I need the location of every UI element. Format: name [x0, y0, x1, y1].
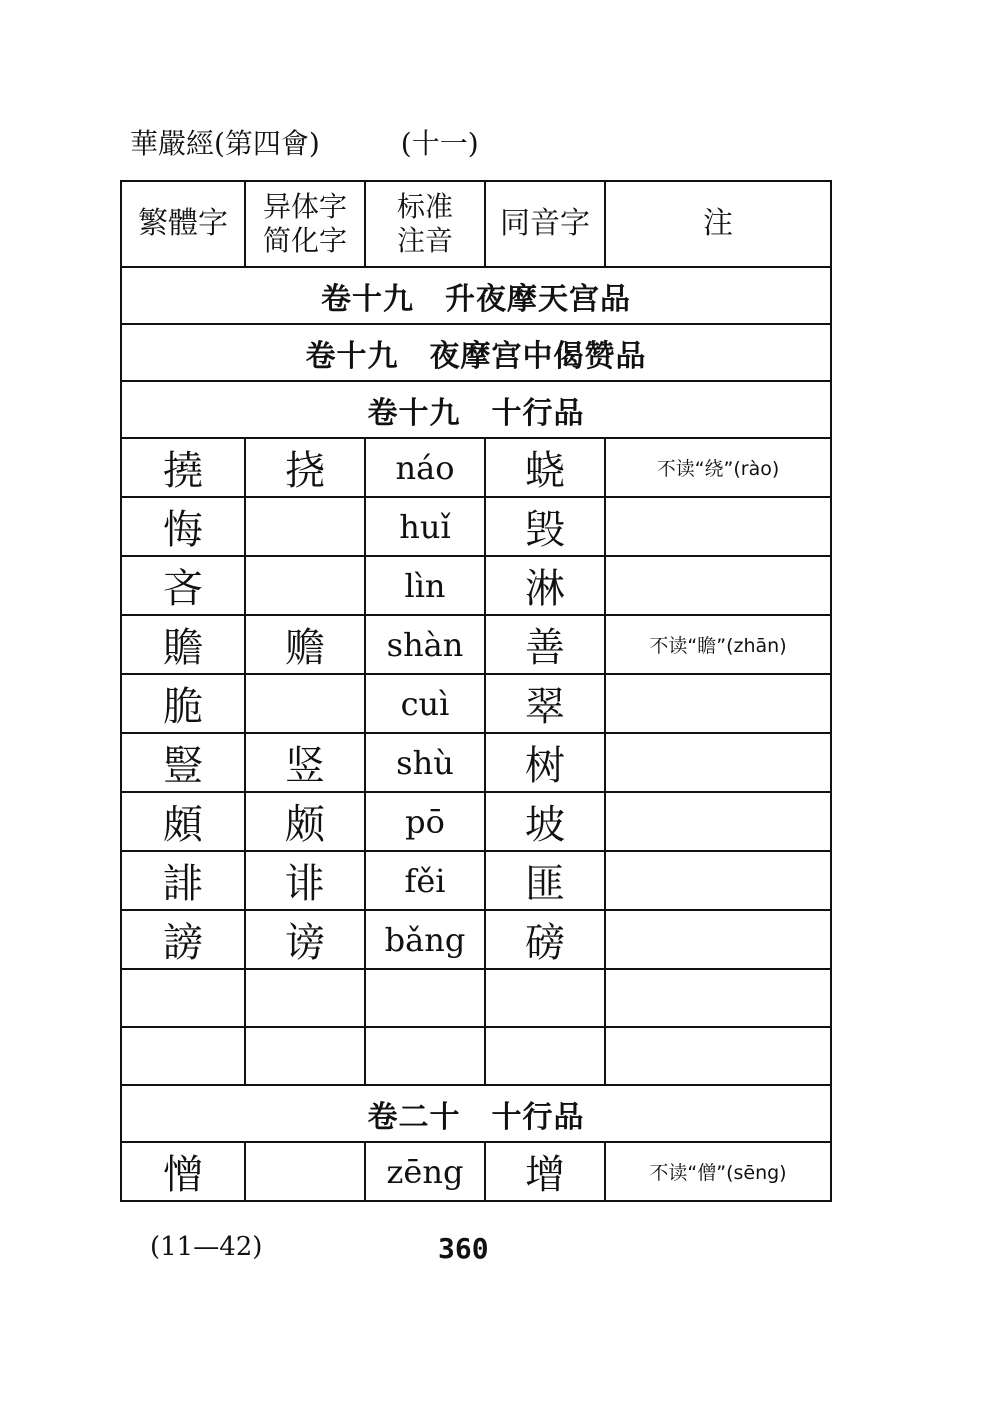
cell-note — [605, 851, 831, 910]
cell-variant: 赡 — [245, 615, 365, 674]
cell-homophone — [485, 1027, 605, 1085]
section-title: 卷十九 夜摩宫中偈赞品 — [121, 324, 831, 381]
cell-pinyin: zēng — [365, 1142, 485, 1201]
column-header-homophone: 同音字 — [485, 181, 605, 267]
cell-traditional: 吝 — [121, 556, 245, 615]
cell-variant — [245, 556, 365, 615]
cell-pinyin: fěi — [365, 851, 485, 910]
table-row — [121, 969, 831, 1027]
section-title-row — [121, 1085, 831, 1142]
cell-variant — [245, 969, 365, 1027]
cell-note: 不读“僧”(sēng) — [605, 1142, 831, 1201]
cell-traditional: 悔 — [121, 497, 245, 556]
cell-variant: 颇 — [245, 792, 365, 851]
section-title: 卷二十 十行品 — [121, 1085, 831, 1142]
cell-homophone: 翠 — [485, 674, 605, 733]
book-title: 華嚴經(第四會) — [130, 127, 320, 160]
part-number: (十一) — [400, 127, 479, 160]
cell-note — [605, 910, 831, 969]
cell-variant: 诽 — [245, 851, 365, 910]
cell-homophone: 树 — [485, 733, 605, 792]
cell-variant: 挠 — [245, 438, 365, 497]
cell-pinyin: lìn — [365, 556, 485, 615]
section-title: 卷十九 升夜摩天宫品 — [121, 267, 831, 324]
cell-note — [605, 733, 831, 792]
column-header-pinyin: 标准 注音 — [365, 181, 485, 267]
section-title-row — [121, 324, 831, 381]
table-row — [121, 615, 831, 674]
cell-note: 不读“瞻”(zhān) — [605, 615, 831, 674]
cell-note — [605, 792, 831, 851]
cell-homophone: 磅 — [485, 910, 605, 969]
cell-traditional — [121, 969, 245, 1027]
table-row — [121, 674, 831, 733]
cell-pinyin — [365, 1027, 485, 1085]
table-row — [121, 851, 831, 910]
cell-pinyin — [365, 969, 485, 1027]
cell-variant — [245, 497, 365, 556]
table-row — [121, 1142, 831, 1201]
cell-traditional: 贍 — [121, 615, 245, 674]
cell-traditional — [121, 1027, 245, 1085]
cell-note: 不读“绕”(rào) — [605, 438, 831, 497]
section-title: 卷十九 十行品 — [121, 381, 831, 438]
cell-traditional: 謗 — [121, 910, 245, 969]
cell-homophone: 毁 — [485, 497, 605, 556]
cell-homophone: 坡 — [485, 792, 605, 851]
cell-note — [605, 1027, 831, 1085]
page-number: 360 — [438, 1232, 489, 1265]
cell-traditional: 憎 — [121, 1142, 245, 1201]
cell-pinyin: pō — [365, 792, 485, 851]
cell-variant — [245, 1142, 365, 1201]
cell-traditional: 誹 — [121, 851, 245, 910]
footer-code: (11—42) — [150, 1232, 263, 1262]
section-title-row — [121, 267, 831, 324]
cell-pinyin: náo — [365, 438, 485, 497]
cell-variant: 竖 — [245, 733, 365, 792]
cell-traditional: 豎 — [121, 733, 245, 792]
cell-pinyin: huǐ — [365, 497, 485, 556]
cell-note — [605, 497, 831, 556]
column-header-traditional: 繁體字 — [121, 181, 245, 267]
table-row — [121, 792, 831, 851]
cell-pinyin: cuì — [365, 674, 485, 733]
cell-variant — [245, 1027, 365, 1085]
cell-pinyin: shàn — [365, 615, 485, 674]
cell-homophone: 善 — [485, 615, 605, 674]
glossary-table — [120, 180, 832, 1202]
cell-traditional: 頗 — [121, 792, 245, 851]
table-row — [121, 1027, 831, 1085]
cell-variant — [245, 674, 365, 733]
cell-homophone: 增 — [485, 1142, 605, 1201]
column-header-note: 注 — [605, 181, 831, 267]
cell-variant: 谤 — [245, 910, 365, 969]
cell-homophone — [485, 969, 605, 1027]
section-title-row — [121, 381, 831, 438]
cell-note — [605, 556, 831, 615]
cell-note — [605, 969, 831, 1027]
table-row — [121, 438, 831, 497]
cell-traditional: 脆 — [121, 674, 245, 733]
cell-pinyin: bǎng — [365, 910, 485, 969]
cell-traditional: 撓 — [121, 438, 245, 497]
column-header-variant: 异体字 简化字 — [245, 181, 365, 267]
cell-homophone: 淋 — [485, 556, 605, 615]
cell-pinyin: shù — [365, 733, 485, 792]
table-row — [121, 733, 831, 792]
cell-note — [605, 674, 831, 733]
page-header — [130, 122, 479, 162]
cell-homophone: 匪 — [485, 851, 605, 910]
cell-homophone: 蛲 — [485, 438, 605, 497]
header-row — [121, 181, 831, 267]
table-row — [121, 497, 831, 556]
table-row — [121, 910, 831, 969]
table-row — [121, 556, 831, 615]
